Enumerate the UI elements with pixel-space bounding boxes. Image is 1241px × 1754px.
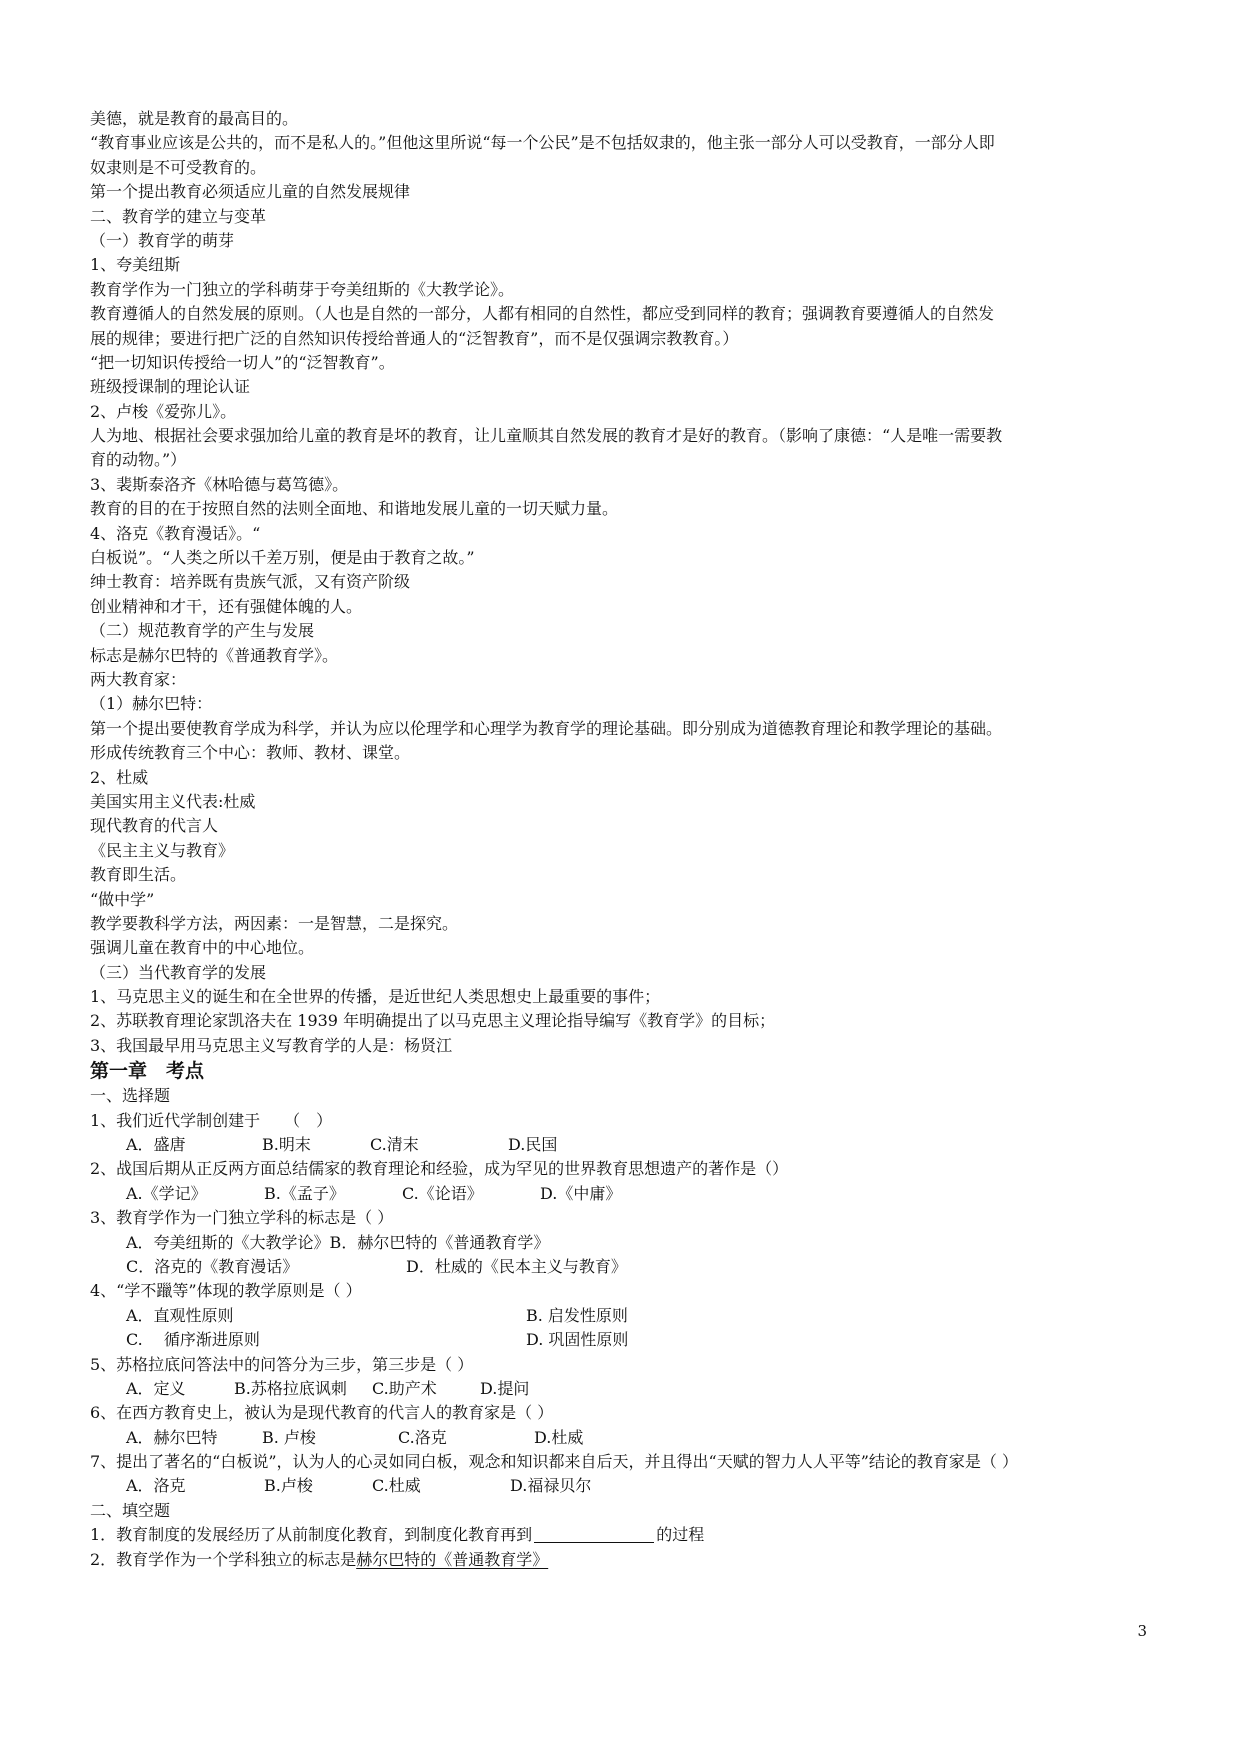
text-line: 教育学作为一门独立的学科萌芽于夸美纽斯的《大教学论》。 (90, 279, 515, 299)
option: D.民国 (508, 1135, 558, 1155)
option: C.杜威 (372, 1476, 421, 1496)
text-line: 1、夸美纽斯 (90, 255, 181, 275)
question-6: 6、在西方教育史上，被认为是现代教育的代言人的教育家是（ ） (90, 1403, 554, 1423)
text-line: 二、教育学的建立与变革 (90, 206, 267, 226)
text-line: 教育即生活。 (90, 865, 187, 885)
option: A．洛克 (126, 1476, 186, 1496)
option: C．洛克的《教育漫话》 (126, 1256, 299, 1276)
text-line: 两大教育家： (90, 669, 187, 689)
option: B.明末 (262, 1135, 311, 1155)
option: C.洛克 (398, 1427, 447, 1447)
question-3-options-ab: A．夸美纽斯的《大教学论》B．赫尔巴特的《普通教育学》 (126, 1232, 550, 1252)
fill-question-1-suffix: 的过程 (656, 1525, 705, 1545)
text-line: （三）当代教育学的发展 (90, 962, 267, 982)
text-line: 《民主主义与教育》 (90, 840, 235, 860)
option: C.助产术 (372, 1378, 437, 1398)
fill-question-2 (90, 1548, 1170, 1572)
option: C. 循序渐进原则 (126, 1330, 260, 1350)
option: D.杜威 (534, 1427, 584, 1447)
text-line: 人为地、根据社会要求强加给儿童的教育是坏的教育，让儿童顺其自然发展的教育才是好的教育。（影响了康德：“人是唯一需要教 (90, 426, 1003, 446)
text-line: 2、杜威 (90, 767, 149, 787)
question-5-options (90, 1377, 1170, 1401)
answer-blank (534, 1526, 654, 1543)
text-line: 美国实用主义代表:杜威 (90, 791, 256, 811)
section-fill-heading: 二、填空题 (90, 1500, 171, 1520)
chapter-title: 第一章 考点 (90, 1060, 205, 1083)
option: A．定义 (126, 1378, 186, 1398)
option: C.清末 (370, 1135, 419, 1155)
question-4-options-cd (90, 1328, 1170, 1352)
text-line: “教育事业应该是公共的，而不是私人的。”但他这里所说“每一个公民”是不包括奴隶的，他主张一部分人可以受教育，一部分人即 (90, 133, 995, 153)
question-6-options (90, 1426, 1170, 1450)
text-line: 教育的目的在于按照自然的法则全面地、和谐地发展儿童的一切天赋力量。 (90, 499, 619, 519)
question-7: 7、提出了著名的“白板说”，认为人的心灵如同白板，观念和知识都来自后天，并且得出“天赋的智力人人平等”结论的教育家是（ ） (90, 1452, 1018, 1472)
option: B. 卢梭 (262, 1427, 316, 1447)
text-line: 2、卢梭《爱弥儿》。 (90, 401, 237, 421)
option: A．直观性原则 (126, 1305, 234, 1325)
text-line: 创业精神和才干，还有强健体魄的人。 (90, 596, 363, 616)
question-3-options-cd (90, 1255, 1170, 1279)
text-line: 形成传统教育三个中心：教师、教材、课堂。 (90, 743, 411, 763)
text-line: 绅士教育：培养既有贵族气派，又有资产阶级 (90, 572, 411, 592)
text-line: 3、我国最早用马克思主义写教育学的人是：杨贤江 (90, 1035, 453, 1055)
option: D.提问 (480, 1378, 530, 1398)
question-7-options (90, 1474, 1170, 1498)
question-4: 4、“学不躐等”体现的教学原则是（ ） (90, 1281, 362, 1301)
text-line: 教育遵循人的自然发展的原则。（人也是自然的一部分，人都有相同的自然性，都应受到同样的教育；强调教育要遵循人的自然发 (90, 304, 995, 324)
option: D.福禄贝尔 (510, 1476, 592, 1496)
option: D．杜威的《民本主义与教育》 (406, 1256, 627, 1276)
text-line: （1）赫尔巴特： (90, 694, 213, 714)
option: B.卢梭 (264, 1476, 313, 1496)
text-line: 美德，就是教育的最高目的。 (90, 109, 299, 128)
text-line: 标志是赫尔巴特的《普通教育学》。 (90, 645, 339, 665)
text-line: “把一切知识传授给一切人”的“泛智教育”。 (90, 352, 395, 372)
option: C.《论语》 (402, 1183, 483, 1203)
section-choice-heading: 一、选择题 (90, 1086, 171, 1106)
text-line: 展的规律；要进行把广泛的自然知识传授给普通人的“泛智教育”，而不是仅强调宗教教育。） (90, 328, 739, 348)
text-line: 1、马克思主义的诞生和在全世界的传播，是近世纪人类思想史上最重要的事件； (90, 987, 661, 1007)
fill-question-1-text: 1．教育制度的发展经历了从前制度化教育，到制度化教育再到 (90, 1525, 533, 1545)
text-line: 奴隶则是不可受教育的。 (90, 157, 267, 177)
option: B.《孟子》 (264, 1183, 345, 1203)
text-line: （一）教育学的萌芽 (90, 230, 235, 250)
text-line: 第一个提出要使教育学成为科学，并认为应以伦理学和心理学为教育学的理论基础。即分别成为道德教育理论和教学理论的基础。 (90, 718, 1003, 738)
text-line: 2、苏联教育理论家凯洛夫在 1939 年明确提出了以马克思主义理论指导编写《教育学》的目标； (90, 1011, 776, 1031)
option: D. 巩固性原则 (526, 1330, 629, 1350)
option: A．赫尔巴特 (126, 1427, 218, 1447)
fill-question-2-text: 2．教育学作为一个学科独立的标志是 (90, 1549, 357, 1569)
body-text (90, 107, 1170, 1058)
fill-question-1 (90, 1523, 1170, 1547)
question-2-options (90, 1182, 1170, 1206)
page-number: 3 (1137, 1622, 1147, 1640)
text-line: 班级授课制的理论认证 (90, 377, 251, 397)
text-line: 教学要教科学方法，两因素：一是智慧，二是探究。 (90, 913, 459, 933)
question-2: 2、战国后期从正反两方面总结儒家的教育理论和经验，成为罕见的世界教育思想遗产的著作是（） (90, 1159, 789, 1179)
option: D.《中庸》 (540, 1183, 622, 1203)
text-line: 强调儿童在教育中的中心地位。 (90, 938, 315, 958)
option: A．盛唐 (126, 1135, 186, 1155)
page-content (90, 107, 1170, 1572)
text-line: 育的动物。”） (90, 450, 187, 470)
text-line: 4、洛克《教育漫话》。“ (90, 523, 261, 543)
question-5: 5、苏格拉底问答法中的问答分为三步，第三步是（ ） (90, 1354, 474, 1374)
text-line: （二）规范教育学的产生与发展 (90, 621, 315, 641)
question-4-options-ab (90, 1304, 1170, 1328)
option: B.苏格拉底讽刺 (234, 1378, 347, 1398)
option: B. 启发性原则 (526, 1305, 628, 1325)
question-3: 3、教育学作为一门独立学科的标志是（ ） (90, 1208, 394, 1228)
text-line: 3、裴斯泰洛齐《林哈德与葛笃德》。 (90, 474, 349, 494)
text-line: 现代教育的代言人 (90, 816, 219, 836)
text-line: 第一个提出教育必须适应儿童的自然发展规律 (90, 182, 411, 202)
fill-question-2-answer: 赫尔巴特的《普通教育学》 (356, 1549, 549, 1569)
text-line: 白板说”。“人类之所以千差万别，便是由于教育之故。” (90, 548, 475, 568)
question-1: 1、我们近代学制创建于 （ ） (90, 1110, 333, 1130)
text-line: “做中学” (90, 889, 155, 909)
question-1-options (90, 1133, 1170, 1157)
option: A.《学记》 (126, 1183, 207, 1203)
